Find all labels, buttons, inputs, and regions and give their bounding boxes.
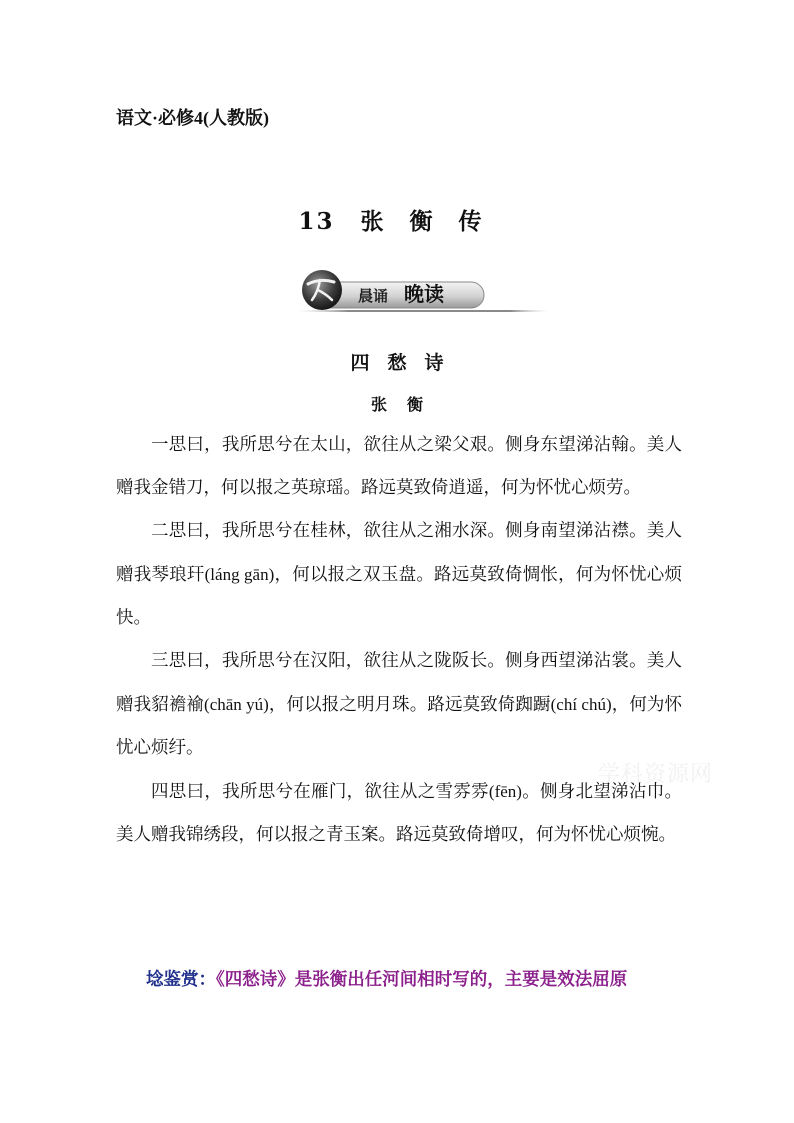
stanza-text: 。侧身北望涕沾巾。美人赠我锦绣段，何以报之青玉案。路远莫致倚增叹，何为怀忧心烦惋。 (116, 782, 682, 845)
poem-title (0, 348, 794, 375)
stanza-text: ，何为怀忧心烦纡。 (116, 695, 683, 758)
pinyin-annotation: (fēn) (488, 782, 522, 801)
appreciation-section (146, 966, 706, 991)
appreciation-text: 《四愁诗》是张衡出任河间相时写的，主要是效法屈原 (216, 970, 628, 990)
poem-author (0, 392, 794, 415)
stanza-text: 四思曰，我所思兮在雁门，欲往从之雪雰雰 (151, 782, 489, 802)
banner-text-2: 晚读 (404, 282, 444, 306)
lesson-number: 13 (298, 208, 335, 235)
stanza-text: 三思曰，我所思兮在汉阳，欲往从之陇阪长。侧身西望涕沾裳。美人赠我貂襜褕 (116, 651, 682, 715)
stanza-text: ，何以报之双玉盘。路远莫致倚惆怅，何为怀忧心烦快。 (116, 565, 683, 628)
poem-stanza (116, 640, 682, 770)
pinyin-annotation: (chān yú) (204, 695, 269, 714)
stanza-text: 二思曰，我所思兮在桂林，欲往从之湘水深。侧身南望涕沾襟。美人赠我琴琅玕 (116, 521, 682, 585)
watermark: 学科资源网 (598, 762, 714, 787)
lesson-title-char: 衡 (409, 208, 435, 235)
page-header: 语文·必修4(人教版) (116, 108, 269, 128)
poem-body (116, 424, 682, 857)
poem-stanza (116, 510, 682, 640)
ink-brush-icon (302, 270, 342, 310)
pinyin-annotation: (láng gān) (204, 565, 275, 584)
poem-stanza (116, 424, 682, 510)
banner-text-1: 晨诵 (358, 287, 389, 305)
lesson-title (0, 203, 794, 236)
morning-evening-reading-banner (298, 268, 548, 318)
poem-title-char: 诗 (424, 352, 444, 374)
lesson-title-char: 张 (360, 208, 386, 235)
appreciation-label: 埝鉴赏： (146, 970, 216, 990)
stanza-text: ，何以报之明月珠。路远莫致倚踟蹰 (268, 695, 551, 715)
poem-title-char: 愁 (387, 352, 407, 374)
poem-author-char: 张 (370, 395, 387, 414)
pinyin-annotation: (chí chú) (550, 695, 612, 714)
poem-author-char: 衡 (407, 395, 424, 414)
lesson-title-char: 传 (458, 208, 484, 235)
poem-title-char: 四 (350, 352, 370, 374)
stanza-text: 一思曰，我所思兮在太山，欲往从之梁父艰。侧身东望涕沾翰。美人赠我金错刀，何以报之英琼瑶。路远莫致倚逍遥，何为怀忧心烦劳。 (116, 435, 682, 498)
